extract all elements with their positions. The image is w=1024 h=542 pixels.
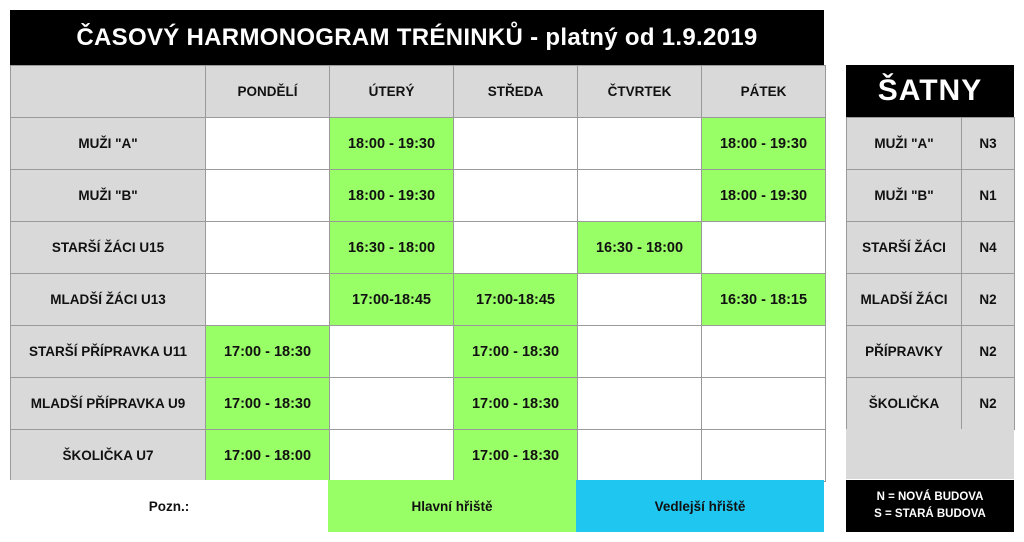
locker-room-row <box>847 222 1015 274</box>
day-header-thursday: ČTVRTEK <box>578 66 702 118</box>
schedule-slot: 17:00 - 18:00 <box>206 430 330 482</box>
schedule-slot: 16:30 - 18:15 <box>702 274 826 326</box>
schedule-row <box>11 430 826 482</box>
schedule-slot <box>206 118 330 170</box>
building-legend-new: N = NOVÁ BUDOVA <box>876 491 984 503</box>
page-title: ČASOVÝ HARMONOGRAM TRÉNINKŮ - platný od 1.9.2019 <box>10 10 824 65</box>
locker-room-number: N1 <box>962 170 1015 222</box>
schedule-slot: 17:00 - 18:30 <box>206 378 330 430</box>
team-name: STARŠÍ ŽÁCI U15 <box>11 222 206 274</box>
locker-room-row <box>847 378 1015 430</box>
legend-main-field: Hlavní hřiště <box>328 480 576 532</box>
locker-room-team: PŘÍPRAVKY <box>847 326 962 378</box>
schedule-slot: 18:00 - 19:30 <box>330 170 454 222</box>
schedule-slot <box>454 118 578 170</box>
schedule-slot <box>578 170 702 222</box>
schedule-slot <box>578 274 702 326</box>
schedule-slot <box>702 430 826 482</box>
locker-room-number: N4 <box>962 222 1015 274</box>
locker-room-team: MUŽI "B" <box>847 170 962 222</box>
day-header-tuesday: ÚTERÝ <box>330 66 454 118</box>
schedule-slot <box>454 222 578 274</box>
building-legend-old: S = STARÁ BUDOVA <box>874 508 986 520</box>
team-name: MLADŠÍ PŘÍPRAVKA U9 <box>11 378 206 430</box>
schedule-slot <box>330 326 454 378</box>
schedule-slot <box>578 118 702 170</box>
schedule-slot <box>578 326 702 378</box>
locker-room-row <box>847 326 1015 378</box>
schedule-row <box>11 326 826 378</box>
legend-note-label: Pozn.: <box>10 480 328 532</box>
field-legend <box>10 480 824 532</box>
schedule-slot: 17:00 - 18:30 <box>454 326 578 378</box>
schedule-slot <box>454 170 578 222</box>
schedule-slot <box>578 430 702 482</box>
locker-room-team: MUŽI "A" <box>847 118 962 170</box>
locker-room-number: N2 <box>962 326 1015 378</box>
locker-room-team: STARŠÍ ŽÁCI <box>847 222 962 274</box>
schedule-slot: 17:00 - 18:30 <box>206 326 330 378</box>
schedule-slot: 16:30 - 18:00 <box>330 222 454 274</box>
team-name: MUŽI "B" <box>11 170 206 222</box>
schedule-slot <box>206 274 330 326</box>
locker-rooms-empty-cell <box>846 429 1014 479</box>
locker-room-number: N2 <box>962 378 1015 430</box>
schedule-slot: 17:00-18:45 <box>454 274 578 326</box>
locker-room-row <box>847 118 1015 170</box>
schedule-slot <box>330 378 454 430</box>
team-name: MUŽI "A" <box>11 118 206 170</box>
schedule-row <box>11 222 826 274</box>
schedule-row <box>11 170 826 222</box>
day-header-friday: PÁTEK <box>702 66 826 118</box>
legend-side-field: Vedlejší hřiště <box>576 480 824 532</box>
locker-rooms-table <box>846 117 1015 430</box>
schedule-slot <box>702 222 826 274</box>
schedule-slot: 18:00 - 19:30 <box>330 118 454 170</box>
team-name: STARŠÍ PŘÍPRAVKA U11 <box>11 326 206 378</box>
team-name: MLADŠÍ ŽÁCI U13 <box>11 274 206 326</box>
locker-room-team: MLADŠÍ ŽÁCI <box>847 274 962 326</box>
schedule-header-row <box>11 66 826 118</box>
locker-rooms-title: ŠATNY <box>846 65 1014 117</box>
schedule-row <box>11 274 826 326</box>
team-name: ŠKOLIČKA U7 <box>11 430 206 482</box>
schedule-slot: 16:30 - 18:00 <box>578 222 702 274</box>
schedule-slot: 18:00 - 19:30 <box>702 170 826 222</box>
locker-room-number: N3 <box>962 118 1015 170</box>
locker-room-row <box>847 274 1015 326</box>
schedule-slot: 17:00 - 18:30 <box>454 378 578 430</box>
building-legend <box>846 480 1014 532</box>
schedule-table <box>10 65 826 482</box>
locker-room-team: ŠKOLIČKA <box>847 378 962 430</box>
schedule-row <box>11 378 826 430</box>
schedule-slot <box>330 430 454 482</box>
schedule-slot: 17:00 - 18:30 <box>454 430 578 482</box>
corner-cell <box>11 66 206 118</box>
schedule-slot <box>206 222 330 274</box>
schedule-row <box>11 118 826 170</box>
schedule-slot: 18:00 - 19:30 <box>702 118 826 170</box>
schedule-slot: 17:00-18:45 <box>330 274 454 326</box>
schedule-slot <box>206 170 330 222</box>
locker-room-row <box>847 170 1015 222</box>
locker-room-number: N2 <box>962 274 1015 326</box>
schedule-slot <box>702 378 826 430</box>
day-header-wednesday: STŘEDA <box>454 66 578 118</box>
schedule-slot <box>702 326 826 378</box>
schedule-slot <box>578 378 702 430</box>
day-header-monday: PONDĚLÍ <box>206 66 330 118</box>
